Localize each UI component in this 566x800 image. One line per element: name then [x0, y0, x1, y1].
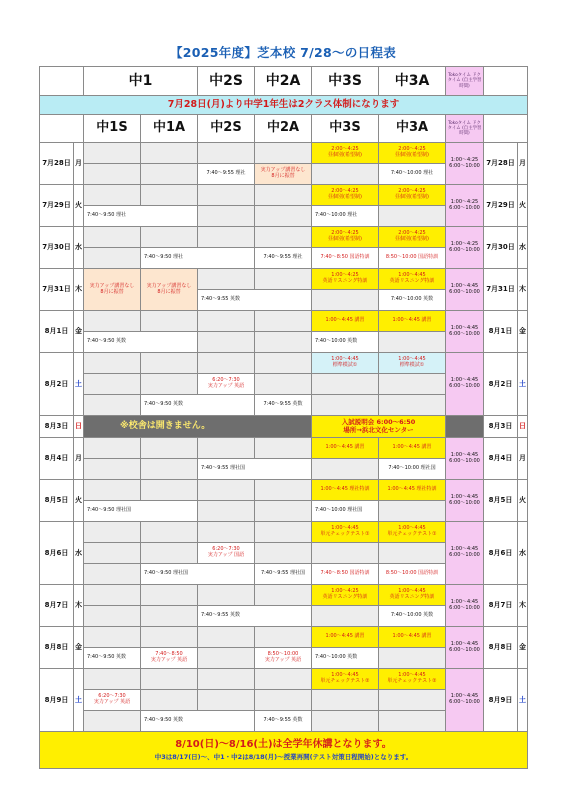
day-row — [40, 522, 528, 543]
schedule-cell: 7:40～10:00 理社 — [379, 164, 446, 185]
toko-header: Tokoタイム ドクタイム (自主学習時間) — [446, 115, 484, 143]
weekday-cell: 日 — [74, 416, 84, 438]
schedule-cell: 2:00～4:25 昼個別(希望制) — [312, 227, 379, 248]
weekday-cell-right: 土 — [518, 353, 528, 416]
toko-cell: 1:00～4:45 6:00～10:00 — [446, 353, 484, 416]
class-header-ch2s: 中2S — [198, 115, 255, 143]
schedule-cell: 7:40～9:55 理社 — [255, 248, 312, 269]
schedule-cell: 6:20～7:30 実力アップ 英語 — [198, 374, 255, 395]
class-header-ch3a: 中3A — [379, 115, 446, 143]
schedule-cell: 1:00～4:45 英語リスニング特訓 — [379, 269, 446, 290]
date-cell-right: 8月7日 — [484, 585, 518, 627]
holiday-notice-line1: 8/10(日)～8/16(土)は全学年休講となります。 — [175, 739, 392, 751]
weekday-cell-right: 水 — [518, 522, 528, 585]
date-cell-right: 8月1日 — [484, 311, 518, 353]
schedule-cell: 7:40～9:50 英数 — [84, 648, 141, 669]
schedule-cell: 7:40～9:55 理社 — [198, 164, 255, 185]
schedule-cell: 1:00～4:45 講習 — [379, 438, 446, 459]
schedule-cell: 1:00～4:25 英語リスニング特訓 — [312, 585, 379, 606]
closed-notice: ※校舎は開きません。 — [84, 416, 312, 438]
date-cell: 8月6日 — [40, 522, 74, 585]
schedule-cell: 7:40～8:50 国語特訓 — [312, 564, 379, 585]
schedule-cell: 8:50～10:00 実力アップ 英語 — [255, 648, 312, 669]
date-cell: 8月2日 — [40, 353, 74, 416]
schedule-cell: 7:40～9:50 理社国 — [84, 501, 198, 522]
schedule-cell: 1:00～4:45 単元チェックテスト① — [379, 522, 446, 543]
day-row — [40, 585, 528, 606]
date-cell-right: 8月8日 — [484, 627, 518, 669]
weekday-cell-right: 日 — [518, 416, 528, 438]
schedule-cell: 1:00～4:45 講習 — [312, 311, 379, 332]
notice-row — [40, 96, 528, 115]
schedule-cell: 7:40～10:00 英数 — [379, 606, 446, 627]
weekday-cell: 月 — [74, 143, 84, 185]
weekday-cell-right: 水 — [518, 227, 528, 269]
schedule-cell: 6:20～7:30 実力アップ 英語 — [84, 690, 141, 711]
date-cell-right: 8月4日 — [484, 438, 518, 480]
schedule-cell: 1:00～4:45 英語リスニング特訓 — [379, 585, 446, 606]
class-header-ch3s: 中3S — [312, 67, 379, 96]
schedule-cell: 8:50～10:00 国語特訓 — [379, 564, 446, 585]
weekday-cell-right: 土 — [518, 669, 528, 732]
day-row — [40, 185, 528, 206]
corner-cell — [40, 115, 84, 143]
header-row-second — [40, 115, 528, 143]
date-cell: 8月5日 — [40, 480, 74, 522]
schedule-cell: 2:00～4:25 昼個別(希望制) — [312, 185, 379, 206]
date-cell-right: 7月31日 — [484, 269, 518, 311]
schedule-cell: 7:40～9:50 理社 — [141, 248, 255, 269]
schedule-cell: 7:40～10:00 理社 — [312, 206, 379, 227]
schedule-cell: 2:00～4:25 昼個別(希望制) — [379, 185, 446, 206]
day-row — [40, 416, 528, 438]
schedule-cell: 1:00～4:45 単元チェックテスト② — [379, 669, 446, 690]
day-row — [40, 227, 528, 248]
date-cell-right: 7月29日 — [484, 185, 518, 227]
date-cell: 8月8日 — [40, 627, 74, 669]
footer-row — [40, 732, 528, 769]
date-cell: 8月1日 — [40, 311, 74, 353]
weekday-cell: 金 — [74, 627, 84, 669]
weekday-cell: 水 — [74, 227, 84, 269]
weekday-cell-right: 月 — [518, 143, 528, 185]
schedule-cell: 7:40～9:55 理社国 — [255, 564, 312, 585]
toko-cell: 1:00～4:45 6:00～10:00 — [446, 480, 484, 522]
class-header-ch1s: 中1S — [84, 115, 141, 143]
schedule-cell: 1:00～4:45 標準模試① — [379, 353, 446, 374]
schedule-cell: 7:40～9:50 英数 — [141, 395, 255, 416]
weekday-cell: 金 — [74, 311, 84, 353]
date-cell-right: 7月28日 — [484, 143, 518, 185]
class-header-ch1: 中1 — [84, 67, 198, 96]
date-cell: 7月29日 — [40, 185, 74, 227]
toko-cell: 1:00～4:25 6:00～10:00 — [446, 227, 484, 269]
date-cell: 7月28日 — [40, 143, 74, 185]
holiday-notice — [40, 732, 528, 769]
date-cell-right: 8月6日 — [484, 522, 518, 585]
holiday-notice-line2: 中3は8/17(日)～、中1・中2は8/18(月)～授業再開(テスト対策日程開始)となります。 — [154, 752, 413, 761]
class-header-ch1a: 中1A — [141, 115, 198, 143]
class-header-ch3a: 中3A — [379, 67, 446, 96]
weekday-cell: 木 — [74, 269, 84, 311]
schedule-cell: 1:00～4:25 英語リスニング特訓 — [312, 269, 379, 290]
schedule-cell: 1:00～4:45 単元チェックテスト② — [312, 669, 379, 690]
weekday-cell-right: 金 — [518, 627, 528, 669]
toko-cell: 1:00～4:45 6:00～10:00 — [446, 669, 484, 732]
header-row-top — [40, 67, 528, 96]
corner-cell-right — [484, 67, 528, 96]
schedule-cell: 2:00～4:25 昼個別(希望制) — [379, 143, 446, 164]
schedule-cell: 7:40～10:00 理社国 — [379, 459, 446, 480]
schedule-cell: 7:40～8:50 国語特訓 — [312, 248, 379, 269]
toko-cell: 1:00～4:45 6:00～10:00 — [446, 311, 484, 353]
weekday-cell: 月 — [74, 438, 84, 480]
weekday-cell-right: 火 — [518, 480, 528, 522]
date-cell: 8月4日 — [40, 438, 74, 480]
weekday-cell: 水 — [74, 522, 84, 585]
schedule-cell: 1:00～4:45 単元チェックテスト① — [312, 522, 379, 543]
day-row — [40, 438, 528, 459]
weekday-cell: 木 — [74, 585, 84, 627]
schedule-cell: 7:40～10:00 英数 — [312, 332, 379, 353]
day-row — [40, 143, 528, 164]
date-cell-right: 8月5日 — [484, 480, 518, 522]
day-row — [40, 480, 528, 501]
toko-cell: 1:00～4:45 6:00～10:00 — [446, 627, 484, 669]
schedule-cell: 1:00～4:45 講習 — [379, 627, 446, 648]
day-row — [40, 627, 528, 648]
schedule-cell: 7:40～10:00 英数 — [379, 290, 446, 311]
day-row — [40, 669, 528, 690]
date-cell: 7月30日 — [40, 227, 74, 269]
schedule-cell: 7:40～9:55 英数 — [198, 606, 312, 627]
schedule-cell: 6:20～7:30 実力アップ 国語 — [198, 543, 255, 564]
schedule-cell: 7:40～9:55 英数 — [198, 290, 312, 311]
weekday-cell: 火 — [74, 480, 84, 522]
class-header-ch2a: 中2A — [255, 67, 312, 96]
toko-header: Tokoタイム ドクタイム (自主学習時間) — [446, 67, 484, 96]
schedule-cell: 1:00～4:45 理社特訓 — [312, 480, 379, 501]
schedule-cell: 7:40～9:50 理社国 — [141, 564, 255, 585]
schedule-cell: 1:00～4:45 講習 — [379, 311, 446, 332]
date-cell-right: 8月9日 — [484, 669, 518, 732]
schedule-cell: 7:40～9:55 理社国 — [198, 459, 312, 480]
entrance-seminar: 入試説明会 6:00～6:50 場所→浜北文化センター — [312, 416, 446, 438]
schedule-cell: 7:40～9:50 英数 — [141, 711, 255, 732]
class-change-notice: 7月28日(月)より中学1年生は2クラス体制になります — [40, 96, 528, 115]
schedule-cell: 7:40～9:50 英数 — [84, 332, 198, 353]
toko-cell: 1:00～4:45 6:00～10:00 — [446, 269, 484, 311]
date-cell: 8月3日 — [40, 416, 74, 438]
schedule-cell: 2:00～4:25 昼個別(希望制) — [312, 143, 379, 164]
schedule-cell: 2:00～4:25 昼個別(希望制) — [379, 227, 446, 248]
date-cell: 7月31日 — [40, 269, 74, 311]
schedule-cell: 1:00～4:45 理社特訓 — [379, 480, 446, 501]
weekday-cell-right: 木 — [518, 585, 528, 627]
schedule-cell: 7:40～8:50 実力アップ 英語 — [141, 648, 198, 669]
schedule-cell: 7:40～9:50 理社 — [84, 206, 198, 227]
schedule-cell: 7:40～10:00 英数 — [312, 648, 379, 669]
day-row — [40, 353, 528, 374]
toko-cell: 1:00～4:25 6:00～10:00 — [446, 143, 484, 185]
toko-cell: 1:00～4:45 6:00～10:00 — [446, 585, 484, 627]
toko-cell: 1:00～4:25 6:00～10:00 — [446, 185, 484, 227]
schedule-cell: 実力アップ講習なし 8月に振替 — [255, 164, 312, 185]
weekday-cell: 土 — [74, 669, 84, 732]
date-cell: 8月7日 — [40, 585, 74, 627]
schedule-cell: 1:00～4:45 標準模試① — [312, 353, 379, 374]
weekday-cell-right: 木 — [518, 269, 528, 311]
day-row — [40, 311, 528, 332]
schedule-cell: 7:40～9:55 英数 — [255, 711, 312, 732]
toko-cell: 1:00～4:45 6:00～10:00 — [446, 522, 484, 585]
schedule-cell: 1:00～4:45 講習 — [312, 627, 379, 648]
date-cell-right: 8月3日 — [484, 416, 518, 438]
date-cell: 8月9日 — [40, 669, 74, 732]
page-title: 【2025年度】芝本校 7/28～の日程表 — [169, 45, 397, 60]
schedule-cell: 実力アップ講習なし 8月に振替 — [141, 269, 198, 311]
class-header-ch2s: 中2S — [198, 67, 255, 96]
corner-cell — [40, 67, 84, 96]
schedule-table — [39, 66, 528, 769]
weekday-cell-right: 月 — [518, 438, 528, 480]
class-header-ch2a: 中2A — [255, 115, 312, 143]
weekday-cell-right: 火 — [518, 185, 528, 227]
schedule-cell: 1:00～4:45 講習 — [312, 438, 379, 459]
schedule-cell: 7:40～9:55 英数 — [255, 395, 312, 416]
toko-cell: 1:00～4:45 6:00～10:00 — [446, 438, 484, 480]
date-cell-right: 7月30日 — [484, 227, 518, 269]
weekday-cell-right: 金 — [518, 311, 528, 353]
date-cell-right: 8月2日 — [484, 353, 518, 416]
weekday-cell: 土 — [74, 353, 84, 416]
corner-cell-right — [484, 115, 528, 143]
weekday-cell: 火 — [74, 185, 84, 227]
class-header-ch3s: 中3S — [312, 115, 379, 143]
schedule-cell: 実力アップ講習なし 8月に振替 — [84, 269, 141, 311]
schedule-cell: 7:40～10:00 理社国 — [312, 501, 379, 522]
day-row — [40, 269, 528, 290]
schedule-cell: 8:50～10:00 国語特訓 — [379, 248, 446, 269]
